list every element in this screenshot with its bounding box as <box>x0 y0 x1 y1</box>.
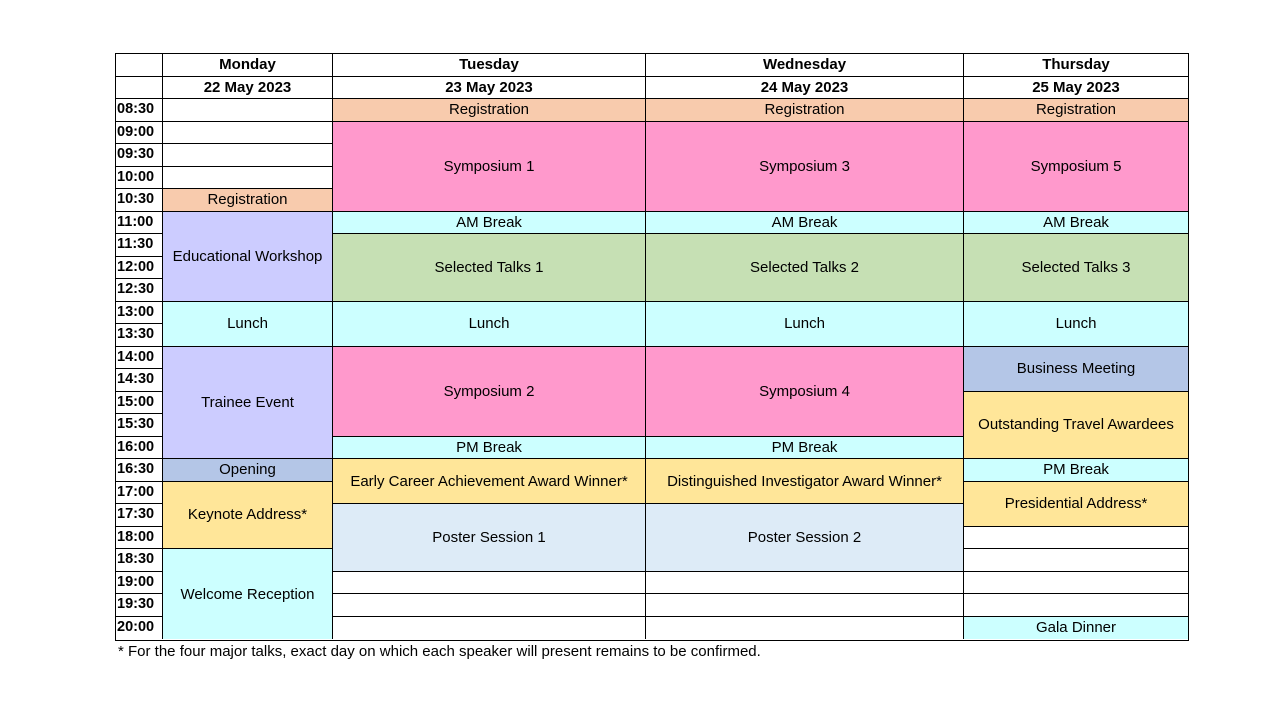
time-slot: 10:30 <box>116 189 163 212</box>
event-am-break: AM Break <box>333 212 646 235</box>
day-date: 25 May 2023 <box>964 77 1188 100</box>
empty-slot <box>646 617 964 640</box>
event-opening: Opening <box>163 459 333 482</box>
event-presidential-address: Presidential Address* <box>964 482 1188 527</box>
time-slot: 12:00 <box>116 257 163 280</box>
empty-slot <box>964 594 1188 617</box>
event-distinguished-investigator-award-winner: Distinguished Investigator Award Winner* <box>646 459 964 504</box>
time-slot: 20:00 <box>116 617 163 640</box>
time-slot: 17:30 <box>116 504 163 527</box>
time-slot: 09:00 <box>116 122 163 145</box>
time-slot: 11:30 <box>116 234 163 257</box>
time-slot: 10:00 <box>116 167 163 190</box>
event-trainee-event: Trainee Event <box>163 347 333 460</box>
event-outstanding-travel-awardees: Outstanding Travel Awardees <box>964 392 1188 460</box>
event-registration: Registration <box>163 189 333 212</box>
event-symposium-3: Symposium 3 <box>646 122 964 212</box>
day-date: 24 May 2023 <box>646 77 964 100</box>
event-lunch: Lunch <box>163 302 333 347</box>
event-selected-talks-1: Selected Talks 1 <box>333 234 646 302</box>
time-slot: 18:30 <box>116 549 163 572</box>
day-date: 23 May 2023 <box>333 77 646 100</box>
time-slot: 15:30 <box>116 414 163 437</box>
time-slot: 09:30 <box>116 144 163 167</box>
event-symposium-5: Symposium 5 <box>964 122 1188 212</box>
event-symposium-1: Symposium 1 <box>333 122 646 212</box>
empty-slot <box>333 617 646 640</box>
empty-slot <box>964 572 1188 595</box>
empty-slot <box>333 572 646 595</box>
empty-slot <box>163 167 333 190</box>
event-symposium-2: Symposium 2 <box>333 347 646 437</box>
day-date: 22 May 2023 <box>163 77 333 100</box>
event-registration: Registration <box>646 99 964 122</box>
empty-slot <box>163 144 333 167</box>
empty-slot <box>333 594 646 617</box>
event-lunch: Lunch <box>646 302 964 347</box>
event-early-career-achievement-award-winner: Early Career Achievement Award Winner* <box>333 459 646 504</box>
time-slot: 19:00 <box>116 572 163 595</box>
day-name: Monday <box>163 54 333 77</box>
time-slot: 11:00 <box>116 212 163 235</box>
header-corner <box>116 77 163 100</box>
event-lunch: Lunch <box>333 302 646 347</box>
empty-slot <box>964 527 1188 550</box>
time-slot: 18:00 <box>116 527 163 550</box>
time-slot: 12:30 <box>116 279 163 302</box>
event-selected-talks-3: Selected Talks 3 <box>964 234 1188 302</box>
empty-slot <box>163 99 333 122</box>
empty-slot <box>163 122 333 145</box>
time-slot: 08:30 <box>116 99 163 122</box>
event-gala-dinner: Gala Dinner <box>964 617 1188 640</box>
time-slot: 14:00 <box>116 347 163 370</box>
event-poster-session-1: Poster Session 1 <box>333 504 646 572</box>
time-slot: 13:00 <box>116 302 163 325</box>
event-poster-session-2: Poster Session 2 <box>646 504 964 572</box>
event-registration: Registration <box>333 99 646 122</box>
time-slot: 16:00 <box>116 437 163 460</box>
day-name: Thursday <box>964 54 1188 77</box>
time-slot: 16:30 <box>116 459 163 482</box>
event-symposium-4: Symposium 4 <box>646 347 964 437</box>
day-name: Tuesday <box>333 54 646 77</box>
footnote: * For the four major talks, exact day on which each speaker will present remains to be confirmed. <box>118 643 761 660</box>
event-educational-workshop: Educational Workshop <box>163 212 333 302</box>
event-business-meeting: Business Meeting <box>964 347 1188 392</box>
time-slot: 17:00 <box>116 482 163 505</box>
event-welcome-reception: Welcome Reception <box>163 549 333 639</box>
schedule-table <box>115 53 1189 641</box>
event-registration: Registration <box>964 99 1188 122</box>
event-keynote-address: Keynote Address* <box>163 482 333 550</box>
day-name: Wednesday <box>646 54 964 77</box>
time-slot: 15:00 <box>116 392 163 415</box>
event-am-break: AM Break <box>646 212 964 235</box>
header-corner <box>116 54 163 77</box>
event-pm-break: PM Break <box>964 459 1188 482</box>
time-slot: 19:30 <box>116 594 163 617</box>
empty-slot <box>646 594 964 617</box>
empty-slot <box>964 549 1188 572</box>
event-pm-break: PM Break <box>333 437 646 460</box>
event-pm-break: PM Break <box>646 437 964 460</box>
time-slot: 13:30 <box>116 324 163 347</box>
time-slot: 14:30 <box>116 369 163 392</box>
event-selected-talks-2: Selected Talks 2 <box>646 234 964 302</box>
event-lunch: Lunch <box>964 302 1188 347</box>
empty-slot <box>646 572 964 595</box>
event-am-break: AM Break <box>964 212 1188 235</box>
